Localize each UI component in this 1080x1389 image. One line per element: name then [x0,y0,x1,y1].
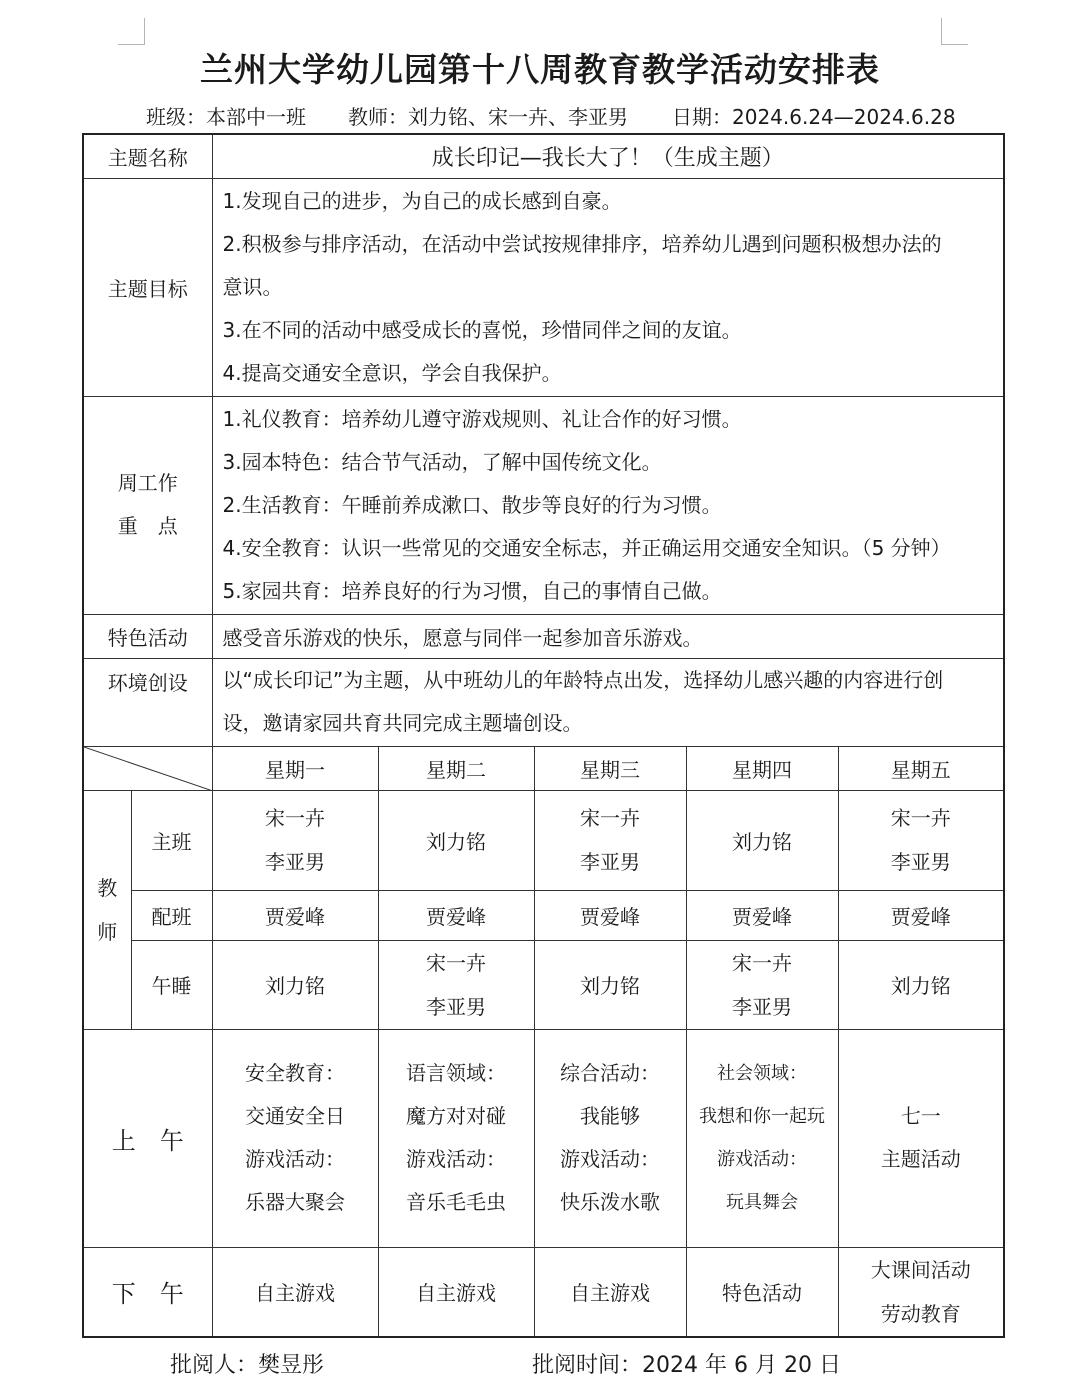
nap-teacher-label: 午睡 [131,940,212,1029]
activity-line: 我想和你一起玩 [699,1106,825,1127]
teacher-name: 刘力铭 [732,829,792,854]
goals-label: 主题目标 [83,178,212,396]
teacher-label-line2: 师 [97,919,118,944]
weekly-focus-row [83,396,1004,614]
goals-row [83,178,1004,396]
teacher-name: 宋一卉 [890,806,951,830]
page-title: 兰州大学幼儿园第十八周教育教学活动安排表 [200,50,880,89]
environment-row [83,658,1004,746]
focus-item: 5.家园共育：培养良好的行为习惯，自己的事情自己做。 [222,578,722,603]
morning-row [83,1029,1004,1247]
assist-teacher-tue: 贾爱峰 [378,890,534,940]
activity-line: 游戏活动： [406,1147,506,1171]
diagonal-header-cell [83,746,212,790]
nap-teacher-thu [686,940,838,1029]
weekly-focus-label-line2: 重 点 [117,514,178,538]
afternoon-row [83,1247,1004,1337]
teacher-name: 刘力铭 [426,829,486,854]
main-teacher-wed [534,790,686,890]
activity-line: 我能够 [580,1104,640,1128]
morning-fri [838,1029,1004,1247]
day-tuesday: 星期二 [378,746,534,790]
focus-item: 1.礼仪教育：培养幼儿遵守游戏规则、礼让合作的好习惯。 [222,406,742,431]
weekly-focus-label-line1: 周工作 [117,471,178,495]
morning-mon [212,1029,378,1247]
afternoon-mon: 自主游戏 [212,1247,378,1337]
nap-teacher-fri [838,940,1004,1029]
day-monday: 星期一 [212,746,378,790]
activity-line: 魔方对对碰 [406,1104,506,1128]
date-info: 日期：2024.6.24—2024.6.28 [672,105,956,129]
goal-item: 2.积极参与排序活动，在活动中尝试按规律排序，培养幼儿遇到问题积极想办法的 [222,231,942,256]
nap-teacher-mon [212,940,378,1029]
teacher-name: 刘力铭 [265,974,325,998]
morning-tue [378,1029,534,1247]
activity-line: 游戏活动： [245,1147,345,1171]
activity-line: 安全教育： [245,1061,345,1085]
assist-teacher-wed: 贾爱峰 [534,890,686,940]
teacher-name: 宋一卉 [580,806,640,830]
special-value: 感受音乐游戏的快乐，愿意与同伴一起参加音乐游戏。 [212,614,1004,658]
goal-item: 1.发现自己的进步，为自己的成长感到自豪。 [222,188,622,213]
focus-item: 4.安全教育：认识一些常见的交通安全标志，并正确运用交通安全知识。（5 分钟） [222,535,951,560]
day-friday: 星期五 [838,746,1004,790]
assist-teacher-label: 配班 [131,890,212,940]
activity-line: 大课间活动 [870,1257,971,1282]
goal-item: 4.提高交通安全意识，学会自我保护。 [222,360,562,385]
morning-label: 上 午 [83,1029,212,1247]
activity-line: 游戏活动： [717,1149,807,1170]
teacher-name: 李亚男 [426,994,486,1019]
main-teacher-tue [378,790,534,890]
assist-teacher-mon: 贾爱峰 [212,890,378,940]
activity-line: 语言领域： [406,1061,506,1085]
theme-label: 主题名称 [83,134,212,178]
nap-teacher-wed [534,940,686,1029]
day-thursday: 星期四 [686,746,838,790]
assist-teacher-row [83,890,1004,940]
morning-wed [534,1029,686,1247]
theme-value: 成长印记—我长大了！（生成主题） [212,134,1004,178]
theme-row [83,134,1004,178]
main-teacher-fri [838,790,1004,890]
review-time: 批阅时间：2024 年 6 月 20 日 [532,1353,841,1378]
activity-line: 综合活动： [560,1061,660,1085]
afternoon-label: 下 午 [83,1247,212,1337]
activity-line: 主题活动 [880,1147,961,1171]
activity-line: 劳动教育 [880,1301,961,1326]
environment-value [212,658,1004,746]
special-row [83,614,1004,658]
corner-mark-left [118,18,145,45]
afternoon-thu: 特色活动 [686,1247,838,1337]
reviewer: 批阅人：樊昱彤 [170,1353,325,1378]
teacher-name: 宋一卉 [265,806,325,830]
teacher-section-label [83,790,131,1029]
weekly-focus-label [83,396,212,614]
schedule-table [82,133,1005,1338]
assist-teacher-thu: 贾爱峰 [686,890,838,940]
nap-teacher-row [83,940,1004,1029]
morning-thu [686,1029,838,1247]
activity-line: 七一 [900,1104,941,1128]
goals-list [212,178,1004,396]
teacher-name: 刘力铭 [890,974,951,998]
activity-line: 玩具舞会 [726,1192,798,1213]
assist-teacher-fri: 贾爱峰 [838,890,1004,940]
afternoon-fri [838,1247,1004,1337]
days-header-row [83,746,1004,790]
activity-line: 音乐毛毛虫 [406,1190,506,1214]
teacher-name: 宋一卉 [732,950,792,975]
corner-mark-right [941,18,968,45]
teacher-name: 李亚男 [890,850,951,874]
activity-line: 交通安全日 [245,1104,345,1128]
main-teacher-mon [212,790,378,890]
focus-item: 3.园本特色：结合节气活动，了解中国传统文化。 [222,449,662,474]
environment-line: 以“成长印记”为主题，从中班幼儿的年龄特点出发，选择幼儿感兴趣的内容进行创 [222,668,944,692]
main-teacher-row [83,790,1004,890]
afternoon-wed: 自主游戏 [534,1247,686,1337]
special-label: 特色活动 [83,614,212,658]
focus-item: 2.生活教育：午睡前养成漱口、散步等良好的行为习惯。 [222,492,722,517]
main-teacher-label: 主班 [131,790,212,890]
teachers-info: 教师：刘力铭、宋一卉、李亚男 [348,105,628,129]
diagonal-line [84,747,213,791]
teacher-name: 李亚男 [265,850,325,874]
afternoon-tue: 自主游戏 [378,1247,534,1337]
environment-line: 设，邀请家园共育共同完成主题墙创设。 [222,711,583,735]
main-teacher-thu [686,790,838,890]
weekly-focus-list [212,396,1004,614]
activity-line: 乐器大聚会 [245,1190,345,1214]
teacher-label-line1: 教 [97,875,118,900]
teacher-name: 刘力铭 [580,974,640,998]
goal-item: 意识。 [222,274,283,299]
activity-line: 社会领域： [717,1063,807,1084]
activity-line: 游戏活动： [560,1147,660,1171]
class-info: 班级：本部中一班 [146,105,306,129]
nap-teacher-tue [378,940,534,1029]
teacher-name: 李亚男 [732,994,792,1019]
day-wednesday: 星期三 [534,746,686,790]
goal-item: 3.在不同的活动中感受成长的喜悦，珍惜同伴之间的友谊。 [222,317,742,342]
teacher-name: 宋一卉 [426,950,486,975]
environment-label: 环境创设 [83,658,212,746]
activity-line: 快乐泼水歌 [560,1190,660,1214]
teacher-name: 李亚男 [580,850,640,874]
